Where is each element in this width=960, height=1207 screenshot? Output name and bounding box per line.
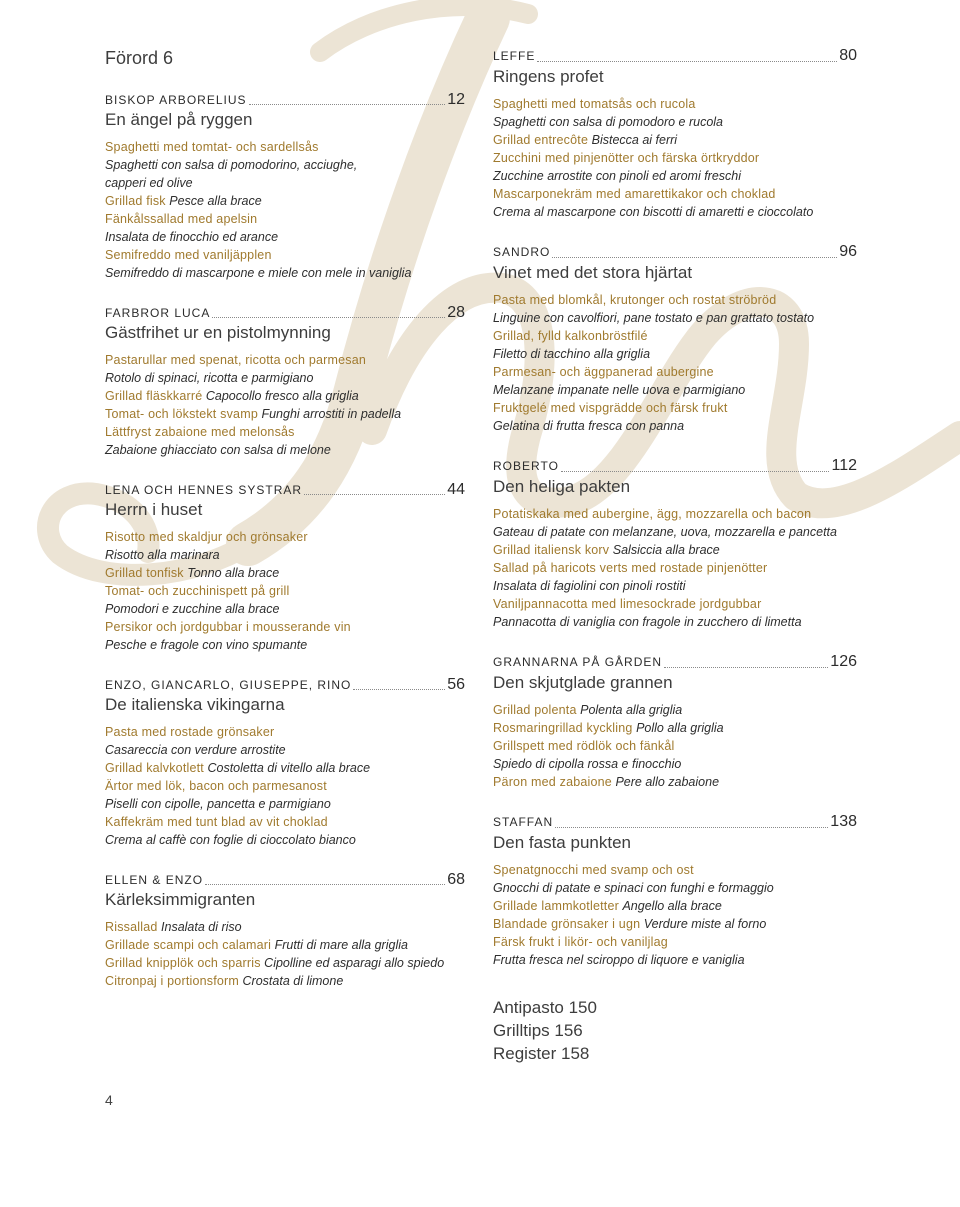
dish-line <box>105 441 465 459</box>
dish-name-italian: Cipolline ed asparagi allo spiedo <box>264 956 445 970</box>
chapter-farbror-luca <box>105 304 465 459</box>
extra-entry-grilltips: Grilltips 156 <box>493 1021 583 1040</box>
chapter-page-number: 96 <box>839 243 857 260</box>
chapter-page-number: 68 <box>447 871 465 888</box>
dish-line <box>105 918 465 936</box>
chapter-sandro <box>493 242 857 435</box>
dish-name-swedish: Spaghetti med tomatsås och rucola <box>493 97 696 111</box>
dish-name-italian: Filetto di tacchino alla griglia <box>493 347 651 361</box>
dish-line <box>105 759 465 777</box>
dish-name-italian: Pannacotta di vaniglia con fragole in zucchero di limetta <box>493 615 802 629</box>
dish-name-italian: Funghi arrostiti in padella <box>261 407 402 421</box>
chapter-heading <box>493 652 857 672</box>
dish-line <box>105 528 465 546</box>
dish-name-swedish: Tomat- och zucchinispett på grill <box>105 584 290 598</box>
right-chapter-list <box>493 46 857 969</box>
chapter-subtitle: Gästfrihet ur en pistolmynning <box>105 323 331 342</box>
dish-line <box>493 399 857 417</box>
chapter-page-number: 56 <box>447 676 465 693</box>
dish-name-italian: Pollo alla griglia <box>636 721 724 735</box>
dish-name-italian: Insalata de finocchio ed arance <box>105 230 279 244</box>
dish-name-italian: Pesce alla brace <box>169 194 262 208</box>
dish-name-swedish: Citronpaj i portionsform <box>105 974 240 988</box>
dish-line <box>105 210 465 228</box>
chapter-name: STAFFAN <box>493 815 554 829</box>
chapter-subtitle: Den skjutglade grannen <box>493 673 673 692</box>
dish-line <box>105 795 465 813</box>
dish-name-swedish: Fruktgelé med vispgrädde och färsk frukt <box>493 401 728 415</box>
dish-name-italian: Pere allo zabaione <box>615 775 720 789</box>
dish-line <box>493 291 857 309</box>
dish-name-italian: Tonno alla brace <box>187 566 280 580</box>
toc-right-column <box>493 46 857 1065</box>
dish-name-italian: Pesche e fragole con vino spumante <box>105 638 308 652</box>
dish-line <box>105 351 465 369</box>
dish-line <box>493 505 857 523</box>
dish-line <box>105 192 465 210</box>
dish-line <box>493 541 857 559</box>
dish-name-swedish: Tomat- och lökstekt svamp <box>105 407 258 421</box>
dish-name-italian: Linguine con cavolfiori, pane tostato e pan grattato tostato <box>493 311 815 325</box>
dish-name-swedish: Zucchini med pinjenötter och färska örtkryddor <box>493 151 760 165</box>
dish-line <box>105 228 465 246</box>
dish-name-italian: Angello alla brace <box>622 899 722 913</box>
toc-left-column <box>105 46 465 1012</box>
dish-name-italian: Insalata di riso <box>161 920 242 934</box>
dish-name-italian: Risotto alla marinara <box>105 548 220 562</box>
dish-line <box>493 523 857 541</box>
dish-line <box>105 582 465 600</box>
dish-line <box>105 564 465 582</box>
dish-name-swedish: Spenatgnocchi med svamp och ost <box>493 863 694 877</box>
dish-line <box>493 897 857 915</box>
dish-line <box>493 861 857 879</box>
dish-line <box>105 546 465 564</box>
chapter-heading <box>105 676 465 694</box>
dish-line <box>105 156 465 174</box>
dish-name-italian: Frutta fresca nel sciroppo di liquore e vaniglia <box>493 953 745 967</box>
chapter-subtitle: En ängel på ryggen <box>105 110 253 129</box>
dish-line <box>493 363 857 381</box>
dish-line <box>493 755 857 773</box>
dot-leader <box>353 689 445 690</box>
dish-line <box>493 309 857 327</box>
dish-name-italian: Spaghetti con salsa di pomodoro e rucola <box>493 115 724 129</box>
dish-name-swedish: Färsk frukt i likör- och vaniljlag <box>493 935 668 949</box>
dish-line <box>105 387 465 405</box>
dish-name-swedish: Spaghetti med tomtat- och sardellsås <box>105 140 319 154</box>
dish-name-swedish: Pasta med blomkål, krutonger och rostat ströbröd <box>493 293 777 307</box>
chapter-page-number: 28 <box>447 304 465 321</box>
dish-name-italian: Capocollo fresco alla griglia <box>205 389 359 403</box>
dish-name-swedish: Pastarullar med spenat, ricotta och parmesan <box>105 353 367 367</box>
dish-name-swedish: Grillad fisk <box>105 194 166 208</box>
dish-line <box>493 719 857 737</box>
chapter-page-number: 44 <box>447 481 465 498</box>
dish-line <box>493 327 857 345</box>
dish-line <box>105 174 465 192</box>
chapter-heading <box>493 242 857 262</box>
chapter-page-number: 138 <box>830 813 857 830</box>
dish-name-italian: Verdure miste al forno <box>643 917 767 931</box>
chapter-roberto <box>493 456 857 631</box>
dish-line <box>105 246 465 264</box>
dish-name-swedish: Pasta med rostade grönsaker <box>105 725 275 739</box>
dot-leader <box>552 257 837 258</box>
dish-line <box>493 701 857 719</box>
chapter-subtitle: Kärleksimmigranten <box>105 890 256 909</box>
dish-line <box>493 559 857 577</box>
extra-sections <box>493 996 857 1065</box>
dish-line <box>493 915 857 933</box>
dish-name-italian: Piselli con cipolle, pancetta e parmigiano <box>105 797 331 811</box>
chapter-subtitle: Vinet med det stora hjärtat <box>493 263 693 282</box>
dish-line <box>493 951 857 969</box>
dish-line <box>105 936 465 954</box>
dish-name-swedish: Grillad knipplök och sparris <box>105 956 261 970</box>
dish-line <box>493 95 857 113</box>
dish-name-swedish: Ärtor med lök, bacon och parmesanost <box>105 779 327 793</box>
foreword-entry: Förord 6 <box>105 48 174 68</box>
dish-line <box>105 813 465 831</box>
dish-name-swedish: Grillspett med rödlök och fänkål <box>493 739 675 753</box>
dish-line <box>493 167 857 185</box>
chapter-subtitle: Herrn i huset <box>105 500 203 519</box>
dish-name-italian: Gateau di patate con melanzane, uova, mozzarella e pancetta <box>493 525 837 539</box>
chapter-leffe <box>493 46 857 221</box>
dot-leader <box>555 827 828 828</box>
chapter-subtitle: Den fasta punkten <box>493 833 631 852</box>
dish-line <box>493 113 857 131</box>
dish-name-italian: capperi ed olive <box>105 176 193 190</box>
chapter-heading <box>493 456 857 476</box>
dish-name-italian: Gelatina di frutta fresca con panna <box>493 419 685 433</box>
dish-name-swedish: Mascarponekräm med amarettikakor och choklad <box>493 187 776 201</box>
dot-leader <box>212 317 445 318</box>
chapter-name: ROBERTO <box>493 459 559 473</box>
dish-line <box>493 149 857 167</box>
chapter-page-number: 12 <box>447 91 465 108</box>
chapter-heading <box>493 46 857 66</box>
dot-leader <box>249 104 446 105</box>
dish-line <box>493 577 857 595</box>
dish-name-italian: Zabaione ghiacciato con salsa di melone <box>105 443 331 457</box>
dish-line <box>493 879 857 897</box>
chapter-page-number: 126 <box>830 653 857 670</box>
dish-line <box>105 600 465 618</box>
dot-leader <box>561 471 830 472</box>
dish-name-swedish: Semifreddo med vaniljäpplen <box>105 248 272 262</box>
dish-line <box>493 203 857 221</box>
dish-name-swedish: Rosmaringrillad kyckling <box>493 721 633 735</box>
dish-name-swedish: Potatiskaka med aubergine, ägg, mozzarella och bacon <box>493 507 812 521</box>
dish-line <box>493 773 857 791</box>
dish-name-italian: Gnocchi di patate e spinaci con funghi e formaggio <box>493 881 774 895</box>
dish-name-swedish: Grillade lammkotletter <box>493 899 619 913</box>
dish-name-swedish: Vaniljpannacotta med limesockrade jordgubbar <box>493 597 762 611</box>
dish-line <box>105 972 465 990</box>
dish-line <box>105 423 465 441</box>
dish-name-italian: Polenta alla griglia <box>580 703 683 717</box>
chapter-name: SANDRO <box>493 245 551 259</box>
dish-name-swedish: Fänkålssallad med apelsin <box>105 212 258 226</box>
chapter-heading <box>105 304 465 322</box>
dish-name-italian: Melanzane impanate nelle uova e parmigiano <box>493 383 746 397</box>
dish-name-swedish: Parmesan- och äggpanerad aubergine <box>493 365 714 379</box>
dish-name-swedish: Sallad på haricots verts med rostade pinjenötter <box>493 561 768 575</box>
dish-name-italian: Semifreddo di mascarpone e miele con mele in vaniglia <box>105 266 412 280</box>
chapter-subtitle: De italienska vikingarna <box>105 695 285 714</box>
dish-line <box>493 613 857 631</box>
chapter-enzo-giancarlo-giuseppe-rino <box>105 676 465 849</box>
dish-name-swedish: Rissallad <box>105 920 158 934</box>
chapter-name: GRANNARNA PÅ GÅRDEN <box>493 655 663 669</box>
extra-entry-antipasto: Antipasto 150 <box>493 998 597 1017</box>
chapter-subtitle: Den heliga pakten <box>493 477 631 496</box>
chapter-subtitle: Ringens profet <box>493 67 604 86</box>
dish-line <box>105 741 465 759</box>
dish-name-swedish: Grillad italiensk korv <box>493 543 610 557</box>
chapter-name: FARBROR LUCA <box>105 306 211 320</box>
chapter-name: LENA OCH HENNES SYSTRAR <box>105 483 303 497</box>
left-chapter-list <box>105 91 465 990</box>
chapter-name: ELLEN & ENZO <box>105 873 204 887</box>
dish-line <box>493 381 857 399</box>
dish-name-swedish: Risotto med skaldjur och grönsaker <box>105 530 308 544</box>
chapter-lena-och-hennes-systrar <box>105 481 465 654</box>
dish-line <box>493 417 857 435</box>
dish-name-swedish: Grillad polenta <box>493 703 577 717</box>
dish-name-swedish: Persikor och jordgubbar i mousserande vin <box>105 620 351 634</box>
dish-name-swedish: Grillad fläskkarré <box>105 389 203 403</box>
dish-line <box>105 831 465 849</box>
dish-name-swedish: Grillad, fylld kalkonbröstfilé <box>493 329 648 343</box>
dish-line <box>493 933 857 951</box>
chapter-page-number: 112 <box>831 457 857 474</box>
page-number: 4 <box>105 1092 113 1108</box>
dot-leader <box>664 667 828 668</box>
chapter-heading <box>105 481 465 499</box>
dot-leader <box>205 884 445 885</box>
dish-line <box>493 737 857 755</box>
dot-leader <box>304 494 445 495</box>
dish-name-italian: Frutti di mare alla griglia <box>274 938 408 952</box>
dish-line <box>493 345 857 363</box>
chapter-page-number: 80 <box>839 47 857 64</box>
chapter-grannarna-pa-garden <box>493 652 857 791</box>
dish-line <box>105 723 465 741</box>
dish-line <box>493 185 857 203</box>
dish-name-italian: Costoletta di vitello alla brace <box>207 761 371 775</box>
dish-name-swedish: Lättfryst zabaione med melonsås <box>105 425 295 439</box>
dish-line <box>105 954 465 972</box>
dish-name-swedish: Blandade grönsaker i ugn <box>493 917 641 931</box>
dish-name-italian: Salsiccia alla brace <box>612 543 720 557</box>
dish-name-italian: Pomodori e zucchine alla brace <box>105 602 280 616</box>
dish-name-italian: Casareccia con verdure arrostite <box>105 743 286 757</box>
dish-name-italian: Bistecca ai ferri <box>591 133 678 147</box>
chapter-ellen-enzo <box>105 871 465 990</box>
chapter-heading <box>493 812 857 832</box>
chapter-biskop-arborelius <box>105 91 465 282</box>
dish-name-italian: Crostata di limone <box>242 974 344 988</box>
dish-line <box>105 636 465 654</box>
chapter-name: LEFFE <box>493 49 536 63</box>
dish-name-italian: Crema al mascarpone con biscotti di amaretti e cioccolato <box>493 205 814 219</box>
dish-line <box>493 131 857 149</box>
dish-line <box>105 405 465 423</box>
dish-name-italian: Crema al caffè con foglie di cioccolato bianco <box>105 833 356 847</box>
chapter-name: BISKOP ARBORELIUS <box>105 93 247 107</box>
chapter-name: ENZO, GIANCARLO, GIUSEPPE, RINO <box>105 678 352 692</box>
dish-name-italian: Insalata di fagiolini con pinoli rostiti <box>493 579 686 593</box>
dish-name-italian: Spiedo di cipolla rossa e finocchio <box>493 757 682 771</box>
chapter-heading <box>105 871 465 889</box>
dish-name-italian: Zucchine arrostite con pinoli ed aromi freschi <box>493 169 742 183</box>
dish-name-swedish: Grillad kalvkotlett <box>105 761 204 775</box>
chapter-heading <box>105 91 465 109</box>
chapter-staffan <box>493 812 857 969</box>
dot-leader <box>537 61 837 62</box>
dish-line <box>105 369 465 387</box>
dish-line <box>105 138 465 156</box>
extra-entry-register: Register 158 <box>493 1044 590 1063</box>
dish-line <box>105 264 465 282</box>
dish-name-italian: Rotolo di spinaci, ricotta e parmigiano <box>105 371 314 385</box>
dish-name-swedish: Grillad entrecôte <box>493 133 589 147</box>
dish-line <box>105 777 465 795</box>
dish-name-swedish: Päron med zabaione <box>493 775 612 789</box>
dish-name-italian: Spaghetti con salsa di pomodorino, acciughe, <box>105 158 358 172</box>
dish-line <box>493 595 857 613</box>
dish-name-swedish: Kaffekräm med tunt blad av vit choklad <box>105 815 328 829</box>
dish-line <box>105 618 465 636</box>
dish-name-swedish: Grillad tonfisk <box>105 566 184 580</box>
dish-name-swedish: Grillade scampi och calamari <box>105 938 272 952</box>
